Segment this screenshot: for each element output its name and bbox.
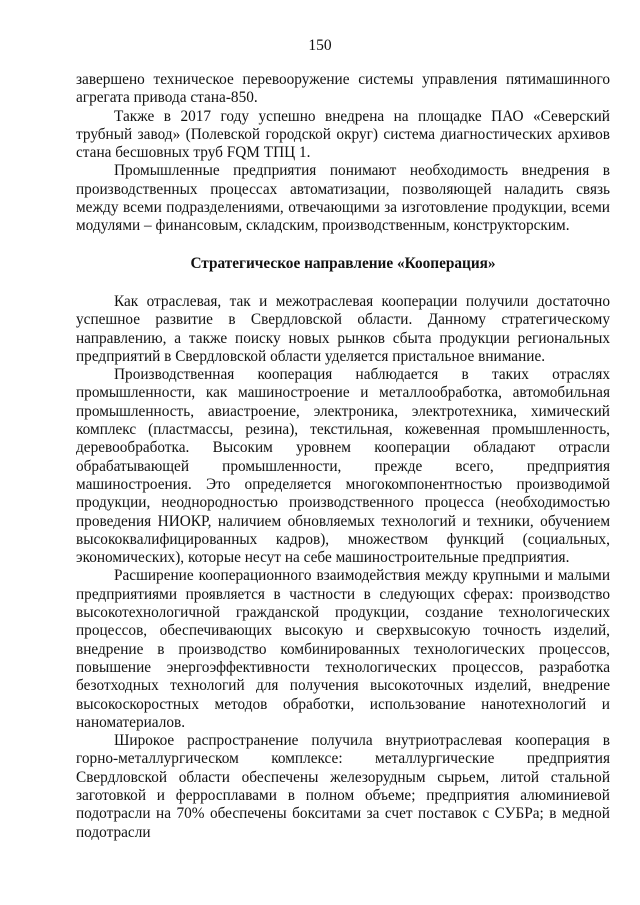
paragraph-cooperation-expansion: Расширение кооперационного взаимодействия между крупными и малыми предприятиями проявляется в частности в следующих сферах: производство высокотехнологичной гражданской продукции, создание технологических процессов, обеспечивающих высокую и сверхвысокую точность изделий, внедрение в производство комбинированных технологических процессов, повышение энергоэффективности технологических процессов, разработка безотходных технологий для получения высокоточных изделий, внедрение высокоскоростных методов обработки, использование нанотехнологий и наноматериалов. — [76, 567, 610, 731]
paragraph-severskiy-plant: Также в 2017 году успешно внедрена на площадке ПАО «Северский трубный завод» (Полевской городской округ) система диагностических архивов стана бесшовных труб FQM ТПЦ 1. — [76, 107, 610, 162]
section-heading: Стратегическое направление «Кооперация» — [190, 254, 496, 272]
page-number: 150 — [308, 37, 332, 54]
paragraph-automation: Промышленные предприятия понимают необходимость внедрения в производственных процессах автоматизации, позволяющей наладить связь между всеми подразделениями, отвечающими за изготовление продукции, всеми модулями – финансовым, складским, производственным, конструкторским. — [76, 162, 610, 235]
paragraph-production-cooperation: Производственная кооперация наблюдается в таких отраслях промышленности, как машиностроение и металлообработка, автомобильная промышленность, авиастроение, электроника, электротехника, химический комплекс (пластмассы, резина), текстильная, кожевенная промышленность, деревообработка. Высоким уровнем кооперации обладают отрасли обрабатывающей промышленности, прежде всего, предприятия машиностроения. Это определяется многокомпонентностью производимой продукции, неоднородностью производственного процесса (необходимостью проведения НИОКР, наличием обновляемых технологий и техники, обучением высококвалифицированных кадров), множеством функций (социальных, экономических), которые несут на себе машиностроительные предприятия. — [76, 366, 610, 567]
paragraph-mining-metallurgy: Широкое распространение получила внутриотраслевая кооперация в горно-металлургическом комплексе: металлургические предприятия Свердловской области обеспечены железорудным сырьем, литой стальной заготовкой и ферросплавами в полном объеме; предприятия алюминиевой подотрасли на 70% обеспечены бокситами за счет поставок с СУБРа; в медной подотрасли — [76, 732, 610, 841]
page-body — [76, 71, 610, 842]
paragraph-continuation: завершено техническое перевооружение системы управления пятимашинного агрегата привода стана-850. — [76, 71, 610, 107]
paragraph-cooperation-intro: Как отраслевая, так и межотраслевая кооперации получили достаточно успешное развитие в Свердловской области. Данному стратегическому направлению, а также поиску новых рынков сбыта продукции региональных предприятий в Свердловской области уделяется пристальное внимание. — [76, 292, 610, 365]
